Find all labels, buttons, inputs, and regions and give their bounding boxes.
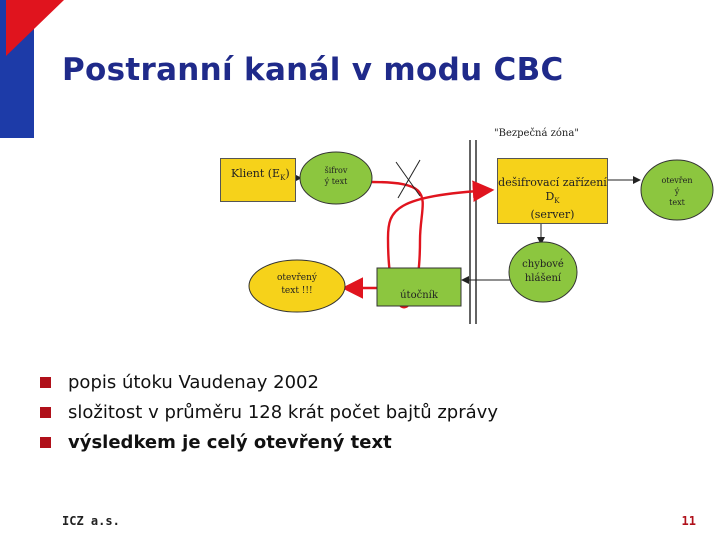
cross-line-b <box>398 160 420 198</box>
plaintext-recovered-line1: otevřený <box>277 273 317 283</box>
plaintext-recovered-line2: text !!! <box>281 286 313 296</box>
decryption-device-box <box>497 158 608 224</box>
device-key-sub: K <box>554 197 560 206</box>
bullet-item <box>40 402 498 432</box>
attacker-label: útočník <box>400 290 438 301</box>
footer-company: ICZ a.s. <box>62 514 120 528</box>
secure-zone-label: "Bezpečná zóna" <box>494 128 579 139</box>
device-line2: D <box>545 190 555 203</box>
bullet-square-icon <box>40 437 51 448</box>
device-line3: (server) <box>530 208 575 222</box>
bullet-text: složitost v průměru 128 krát počet bajtů zprávy <box>68 402 498 423</box>
plaintext-output-line1: otevřen <box>661 176 693 185</box>
client-key-sub: K <box>280 174 286 183</box>
bullet-text: popis útoku Vaudenay 2002 <box>68 372 319 393</box>
bullet-text: výsledkem je celý otevřený text <box>68 432 392 453</box>
page-number: 11 <box>681 514 696 528</box>
ciphertext-label <box>312 165 360 187</box>
client-label-close: ) <box>285 167 290 180</box>
client-box <box>220 158 296 202</box>
ciphertext-line1: šifrov <box>324 166 348 175</box>
bullet-item <box>40 432 498 462</box>
plaintext-output-label <box>650 175 704 208</box>
client-label: Klient (E <box>231 167 281 180</box>
bullet-square-icon <box>40 407 51 418</box>
bullet-square-icon <box>40 377 51 388</box>
device-line1: dešifrovací zařízení <box>498 176 607 189</box>
error-line1: chybové <box>522 259 564 270</box>
ciphertext-line2: ý text <box>324 177 348 186</box>
bullet-item <box>40 372 498 402</box>
slide-title: Postranní kanál v modu CBC <box>62 52 564 88</box>
plaintext-recovered-label <box>262 272 332 298</box>
plaintext-output-line3: text <box>669 198 685 207</box>
bullet-list <box>40 372 498 462</box>
error-line2: hlášení <box>524 273 562 284</box>
error-message-label <box>512 258 574 286</box>
plaintext-output-line2: ý <box>674 187 680 196</box>
